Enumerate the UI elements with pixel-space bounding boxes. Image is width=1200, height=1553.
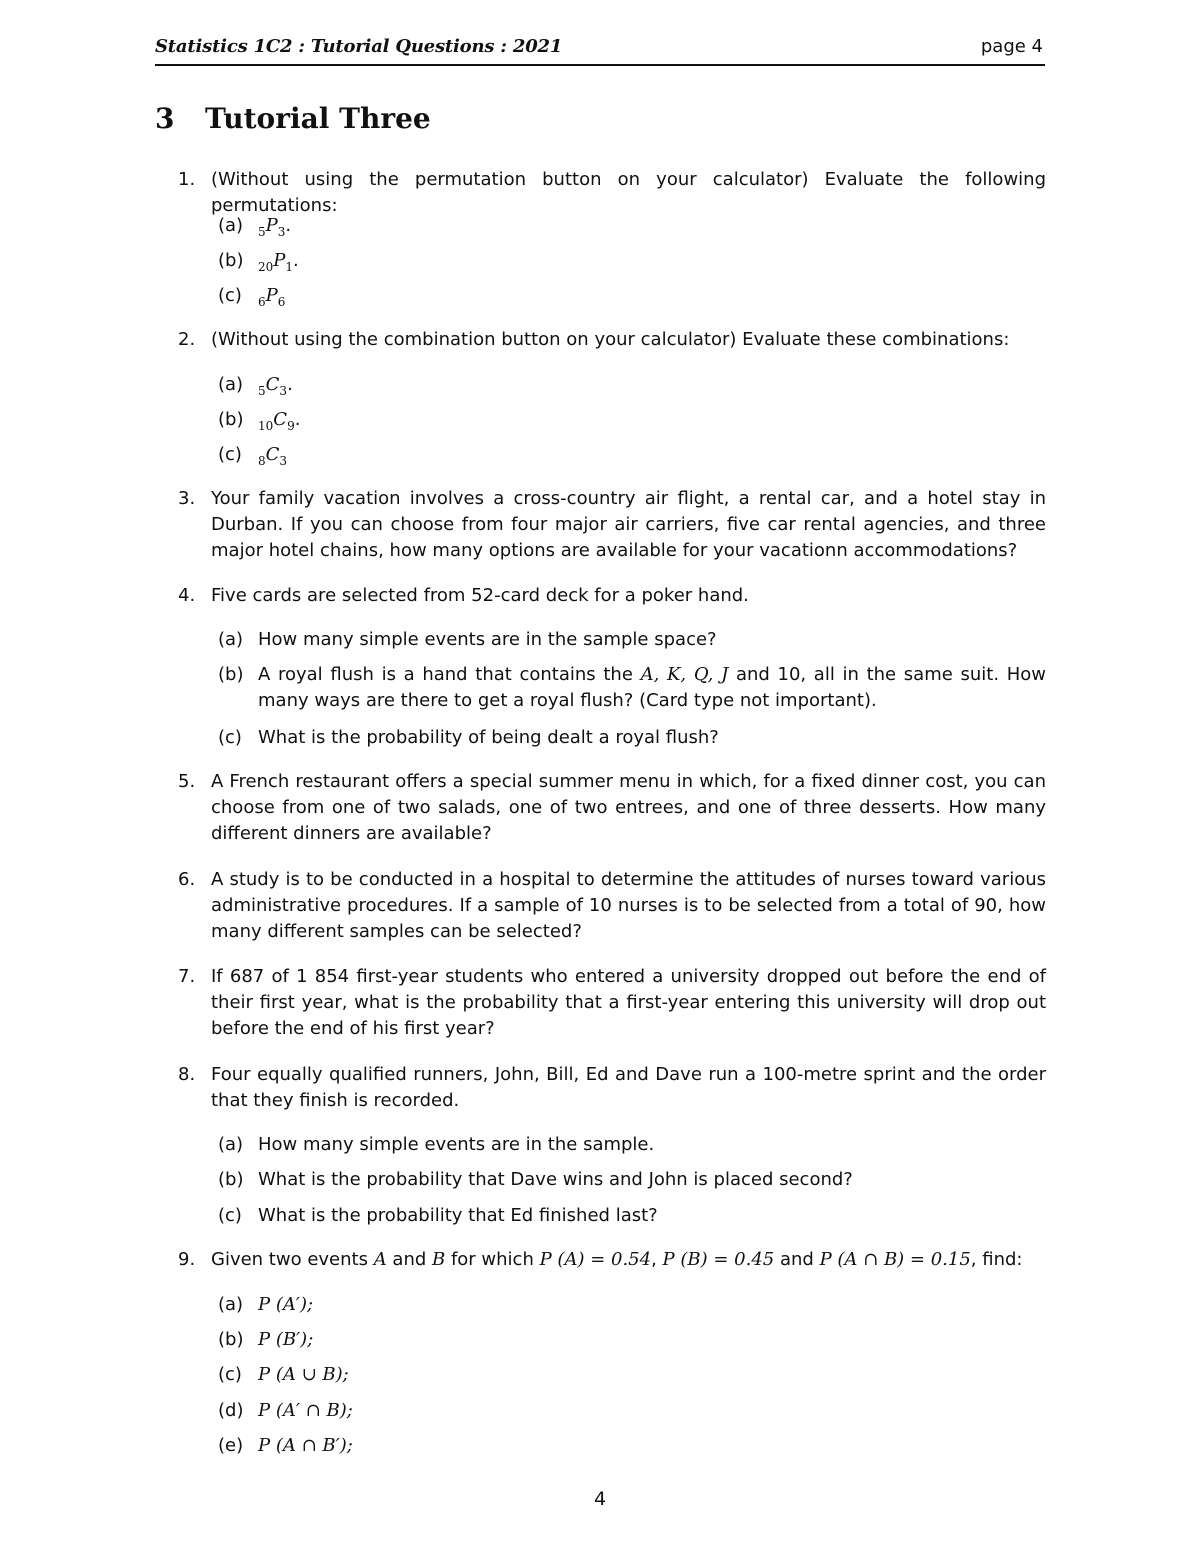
question-9b <box>218 1327 1046 1353</box>
question-9 <box>178 1247 1046 1273</box>
question-2b <box>218 407 1046 434</box>
subquestion-label: (c) <box>218 727 242 748</box>
footer-page-number: 4 <box>593 1488 607 1510</box>
question-3 <box>178 486 1046 564</box>
subquestion-label: (b) <box>218 664 244 685</box>
combination-expression: $_8C_3$ <box>258 444 288 468</box>
question-8b <box>218 1167 1046 1193</box>
question-text: Given two events A and B for which P (A) = 0.54, P (B) = 0.45 and P (A ∩ B) = 0.15, find: <box>211 1249 1023 1270</box>
question-text: Five cards are selected from 52-card deck for a poker hand. <box>211 585 749 606</box>
question-8c <box>218 1203 1046 1229</box>
section-number: 3 <box>155 102 175 135</box>
subquestion-label: (c) <box>218 444 242 465</box>
question-2a <box>218 372 1046 399</box>
subquestion-label: (c) <box>218 285 242 306</box>
subquestion-label: (a) <box>218 1134 244 1155</box>
question-number: 7. <box>178 966 196 987</box>
section-heading: Tutorial Three <box>205 102 431 135</box>
probability-expression: P (A′ ∩ B); <box>258 1400 353 1421</box>
subquestion-label: (e) <box>218 1435 244 1456</box>
question-number: 1. <box>178 169 196 190</box>
question-number: 3. <box>178 488 196 509</box>
subquestion-text: How many simple events are in the sample space? <box>258 629 717 650</box>
subquestion-label: (a) <box>218 374 244 395</box>
probability-expression: P (B′); <box>258 1329 314 1350</box>
subquestion-label: (b) <box>218 1169 244 1190</box>
subquestion-label: (d) <box>218 1400 244 1421</box>
question-text: (Without using the permutation button on your calculator) Evaluate the following permutations: <box>211 169 1046 216</box>
subquestion-label: (c) <box>218 1364 242 1385</box>
combination-expression: $_{10}C_9$. <box>258 409 301 433</box>
question-9d <box>218 1398 1046 1424</box>
question-5 <box>178 769 1046 847</box>
question-9c <box>218 1362 1046 1388</box>
question-4 <box>178 583 1046 609</box>
question-2 <box>178 327 1046 353</box>
question-8a <box>218 1132 1046 1158</box>
section-title <box>155 102 431 135</box>
subquestion-text: A royal flush is a hand that contains the A, K, Q, J and 10, all in the same suit. How many ways are there to get a royal flush? (Card type not important). <box>258 664 1047 711</box>
question-number: 8. <box>178 1064 196 1085</box>
question-number: 6. <box>178 869 196 890</box>
question-4b <box>218 662 1046 714</box>
combination-expression: $_5C_3$. <box>258 374 293 398</box>
subquestion-text: How many simple events are in the sample. <box>258 1134 655 1155</box>
question-1c <box>218 283 1046 310</box>
question-1b <box>218 248 1046 275</box>
question-1a <box>218 213 1046 240</box>
question-text: If 687 of 1 854 first-year students who entered a university dropped out before the end of their first year, what is the probability that a first-year entering this university will drop out before the end of his first year? <box>211 966 1046 1039</box>
subquestion-text: What is the probability of being dealt a royal flush? <box>258 727 719 748</box>
question-number: 9. <box>178 1249 196 1270</box>
question-text: Four equally qualified runners, John, Bill, Ed and Dave run a 100-metre sprint and the order that they finish is recorded. <box>211 1064 1046 1111</box>
question-8 <box>178 1062 1046 1114</box>
probability-expression: P (A ∪ B); <box>258 1364 349 1385</box>
question-4c <box>218 725 1046 751</box>
header-page-label: page 4 <box>980 36 1043 57</box>
question-2c <box>218 442 1046 469</box>
question-text: Your family vacation involves a cross-country air flight, a rental car, and a hotel stay in Durban. If you can choose from four major air carriers, five car rental agencies, and three major hotel chains, how many options are available for your vacationn accommodations? <box>211 488 1046 561</box>
question-9e <box>218 1433 1046 1459</box>
question-text: A study is to be conducted in a hospital to determine the attitudes of nurses toward various administrative procedures. If a sample of 10 nurses is to be selected from a total of 90, how many different samples can be selected? <box>211 869 1046 942</box>
subquestion-label: (a) <box>218 629 244 650</box>
question-text: A French restaurant offers a special summer menu in which, for a fixed dinner cost, you can choose from one of two salads, one of two entrees, and one of three desserts. How many different dinners are available? <box>211 771 1046 844</box>
subquestion-text: What is the probability that Ed finished last? <box>258 1205 658 1226</box>
question-text: (Without using the combination button on your calculator) Evaluate these combinations: <box>211 329 1010 350</box>
probability-expression: P (A ∩ B′); <box>258 1435 353 1456</box>
subquestion-label: (b) <box>218 1329 244 1350</box>
subquestion-label: (b) <box>218 250 244 271</box>
question-4a <box>218 627 1046 653</box>
question-number: 5. <box>178 771 196 792</box>
question-9a <box>218 1292 1046 1318</box>
subquestion-label: (c) <box>218 1205 242 1226</box>
permutation-expression: $_5P_3$. <box>258 215 292 239</box>
question-6 <box>178 867 1046 945</box>
subquestion-label: (b) <box>218 409 244 430</box>
header-title: Statistics 1C2 : Tutorial Questions : 2021 <box>155 36 563 57</box>
subquestion-label: (a) <box>218 215 244 236</box>
permutation-expression: $_6P_6$ <box>258 285 286 309</box>
question-1 <box>178 167 1046 219</box>
subquestion-label: (a) <box>218 1294 244 1315</box>
permutation-expression: $_{20}P_1$. <box>258 250 299 274</box>
question-number: 2. <box>178 329 196 350</box>
question-7 <box>178 964 1046 1042</box>
page-header <box>155 34 1045 66</box>
subquestion-text: What is the probability that Dave wins and John is placed second? <box>258 1169 853 1190</box>
probability-expression: P (A′); <box>258 1294 314 1315</box>
question-number: 4. <box>178 585 196 606</box>
